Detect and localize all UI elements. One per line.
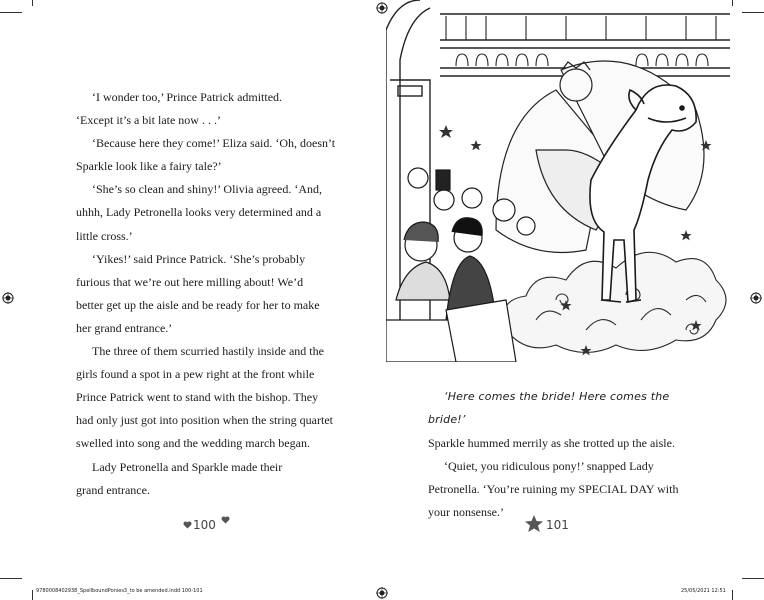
registration-mark-icon: [2, 292, 14, 304]
paragraph-line: little cross.’: [76, 228, 133, 243]
paragraph-line: ‘Yikes!’ said Prince Patrick. ‘She’s probably: [92, 251, 306, 266]
left-page-text: [76, 86, 350, 502]
registration-mark-icon: [750, 292, 762, 304]
slug-date: 25/05/2021 12:51: [681, 588, 726, 594]
paragraph-line: girls found a spot in a pew right at the front while: [76, 367, 315, 382]
heart-icon: [183, 521, 192, 529]
crop-mark: [32, 590, 33, 600]
crop-mark: [32, 0, 33, 6]
paragraph-line: Lady Petronella and Sparkle made their: [92, 459, 283, 474]
paragraph-line: Sparkle look like a fairy tale?’: [76, 159, 222, 174]
paragraph-line: ‘I wonder too,’ Prince Patrick admitted.: [92, 90, 283, 104]
star-icon: [524, 515, 544, 533]
crop-mark: [732, 590, 733, 600]
right-page-text: [428, 385, 700, 525]
paragraph-line: The three of them scurried hastily inside and the: [92, 344, 324, 359]
wedding-illustration: [386, 0, 730, 362]
paragraph-line: her grand entrance.’: [76, 320, 173, 335]
paragraph-line: ‘Except it’s a bit late now . . .’: [76, 113, 221, 128]
paragraph-line: ‘Quiet, you ridiculous pony!’ snapped Lady: [444, 458, 654, 473]
heart-icon: [221, 516, 230, 524]
paragraph-line: grand entrance.: [76, 482, 150, 497]
paragraph-line: Sparkle hummed merrily as she trotted up the aisle.: [428, 435, 675, 450]
paragraph-line: swelled into song and the wedding march began.: [76, 436, 310, 451]
crop-mark: [0, 12, 22, 13]
slug-file-name: 9780008402938_SpellboundPonies3_to be amended.indd 100-101: [36, 588, 203, 594]
paragraph-line: your nonsense.’: [428, 505, 504, 520]
crop-mark: [0, 578, 22, 579]
paragraph-line: uhhh, Lady Petronella looks very determined and a: [76, 205, 322, 220]
paragraph-line: better get up the aisle and be ready for her to make: [76, 297, 320, 312]
paragraph-line: had only just got into position when the string quartet: [76, 413, 333, 428]
song-line: ‘Here comes the bride! Here comes the bride!’: [428, 390, 670, 427]
registration-mark-icon: [376, 587, 388, 599]
paragraph-line: Petronella. ‘You’re ruining my SPECIAL DAY with: [428, 482, 679, 497]
paragraph-line: Prince Patrick went to stand with the bishop. They: [76, 390, 319, 405]
paragraph-line: ‘She’s so clean and shiny!’ Olivia agreed. ‘And,: [92, 182, 323, 197]
crop-mark: [742, 12, 764, 13]
crop-mark: [732, 0, 733, 6]
page-number-left: 100: [193, 518, 216, 532]
page-number-right: 101: [546, 518, 569, 532]
crop-mark: [742, 578, 764, 579]
paragraph-line: ‘Because here they come!’ Eliza said. ‘Oh, doesn’t: [92, 136, 336, 151]
paragraph-line: furious that we’re out here milling about! We’d: [76, 274, 304, 289]
